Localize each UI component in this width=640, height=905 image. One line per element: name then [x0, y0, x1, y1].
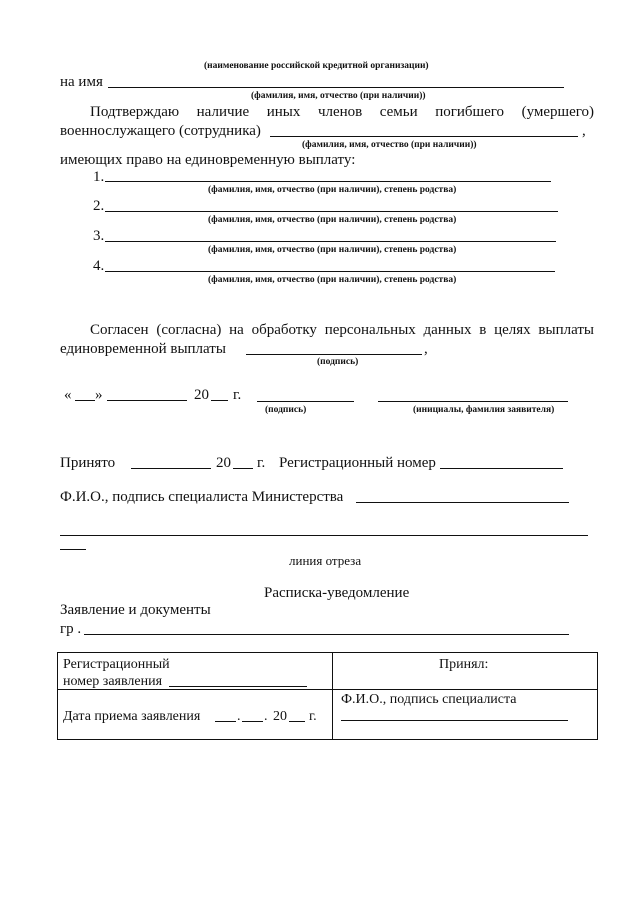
- serviceman-prefix: военнослужащего (сотрудника): [60, 123, 261, 139]
- applicant-prefix: на имя: [60, 74, 103, 90]
- family-confirm-line: Подтверждаю наличие иных членов семьи погибшего (умершего): [90, 104, 594, 120]
- member-1-field[interactable]: [105, 181, 551, 182]
- member-number: 1.: [93, 169, 105, 185]
- receipt-reg-number-field[interactable]: [169, 686, 307, 687]
- receipt-date-label: Дата приема заявления: [63, 709, 201, 724]
- member-3-field[interactable]: [105, 241, 556, 242]
- member-caption: (фамилия, имя, отчество (при наличии), степень родства): [208, 275, 457, 285]
- bank-name-caption: (наименование российской кредитной организации): [204, 61, 429, 71]
- reg-number-cell-line2: номер заявления: [63, 674, 163, 689]
- reg-number-field[interactable]: [440, 468, 563, 469]
- reg-number-label: Регистрационный номер: [279, 455, 436, 471]
- close-quote: »: [95, 387, 103, 403]
- member-caption: (фамилия, имя, отчество (при наличии), степень родства): [208, 185, 457, 195]
- accepted-year-suffix: г.: [257, 455, 266, 471]
- member-caption: (фамилия, имя, отчество (при наличии), степень родства): [208, 245, 457, 255]
- reg-number-cell-line1: Регистрационный: [63, 657, 170, 672]
- receipt-year-suffix: г.: [309, 709, 317, 724]
- member-caption: (фамилия, имя, отчество (при наличии), степень родства): [208, 215, 457, 225]
- cut-line-label: линия отреза: [289, 553, 362, 568]
- applicant-initials-field[interactable]: [378, 401, 568, 402]
- accepted-year-field[interactable]: [233, 468, 253, 469]
- receipt-year-prefix: 20: [273, 709, 287, 724]
- consent-signature-caption: (подпись): [317, 357, 359, 367]
- year-field[interactable]: [211, 400, 228, 401]
- receipt-date-dot: .: [264, 709, 268, 724]
- applicant-name-caption: (фамилия, имя, отчество (при наличии)): [251, 91, 426, 101]
- receipt-year-field[interactable]: [289, 721, 305, 722]
- citizen-name-field[interactable]: [84, 634, 569, 635]
- accepted-date-field[interactable]: [131, 468, 211, 469]
- member-number: 2.: [93, 198, 105, 214]
- consent-signature-field[interactable]: [246, 354, 422, 355]
- receipt-day-field[interactable]: [215, 721, 236, 722]
- member-number: 3.: [93, 228, 105, 244]
- accepted-prefix: Принято: [60, 455, 116, 471]
- receipt-title: Расписка-уведомление: [264, 585, 410, 601]
- accepted-by-label: Принял:: [439, 657, 489, 672]
- consent-prefix: единовременной выплаты: [60, 341, 226, 357]
- applicant-signature-caption: (подпись): [265, 405, 307, 415]
- receipt-date-dot: .: [237, 709, 241, 724]
- specialist-signature-field[interactable]: [356, 502, 569, 503]
- applicant-initials-caption: (инициалы, фамилия заявителя): [413, 405, 555, 415]
- member-number: 4.: [93, 258, 105, 274]
- accepted-year-prefix: 20: [216, 455, 231, 471]
- day-field[interactable]: [75, 400, 95, 401]
- specialist-label: Ф.И.О., подпись специалиста Министерства: [60, 489, 344, 505]
- open-quote: «: [64, 387, 72, 403]
- receipt-month-field[interactable]: [242, 721, 263, 722]
- year-prefix: 20: [194, 387, 209, 403]
- receipt-specialist-field[interactable]: [341, 720, 568, 721]
- cut-line: [60, 535, 588, 536]
- cut-line-tail: [60, 549, 86, 550]
- member-2-field[interactable]: [105, 211, 558, 212]
- year-suffix: г.: [233, 387, 242, 403]
- consent-line: Согласен (согласна) на обработку персональных данных в целях выплаты: [90, 322, 594, 338]
- month-field[interactable]: [107, 400, 187, 401]
- serviceman-name-field[interactable]: [270, 136, 578, 137]
- serviceman-name-caption: (фамилия, имя, отчество (при наличии)): [302, 140, 477, 150]
- consent-comma: ,: [424, 341, 428, 357]
- citizen-prefix: гр .: [60, 621, 82, 637]
- eligible-text: имеющих право на единовременную выплату:: [60, 152, 356, 168]
- applicant-signature-field[interactable]: [257, 401, 354, 402]
- serviceman-comma: ,: [582, 123, 586, 139]
- receipt-specialist-label: Ф.И.О., подпись специалиста: [341, 692, 517, 707]
- applicant-name-field[interactable]: [108, 87, 564, 88]
- member-4-field[interactable]: [105, 271, 555, 272]
- docs-label: Заявление и документы: [60, 602, 211, 618]
